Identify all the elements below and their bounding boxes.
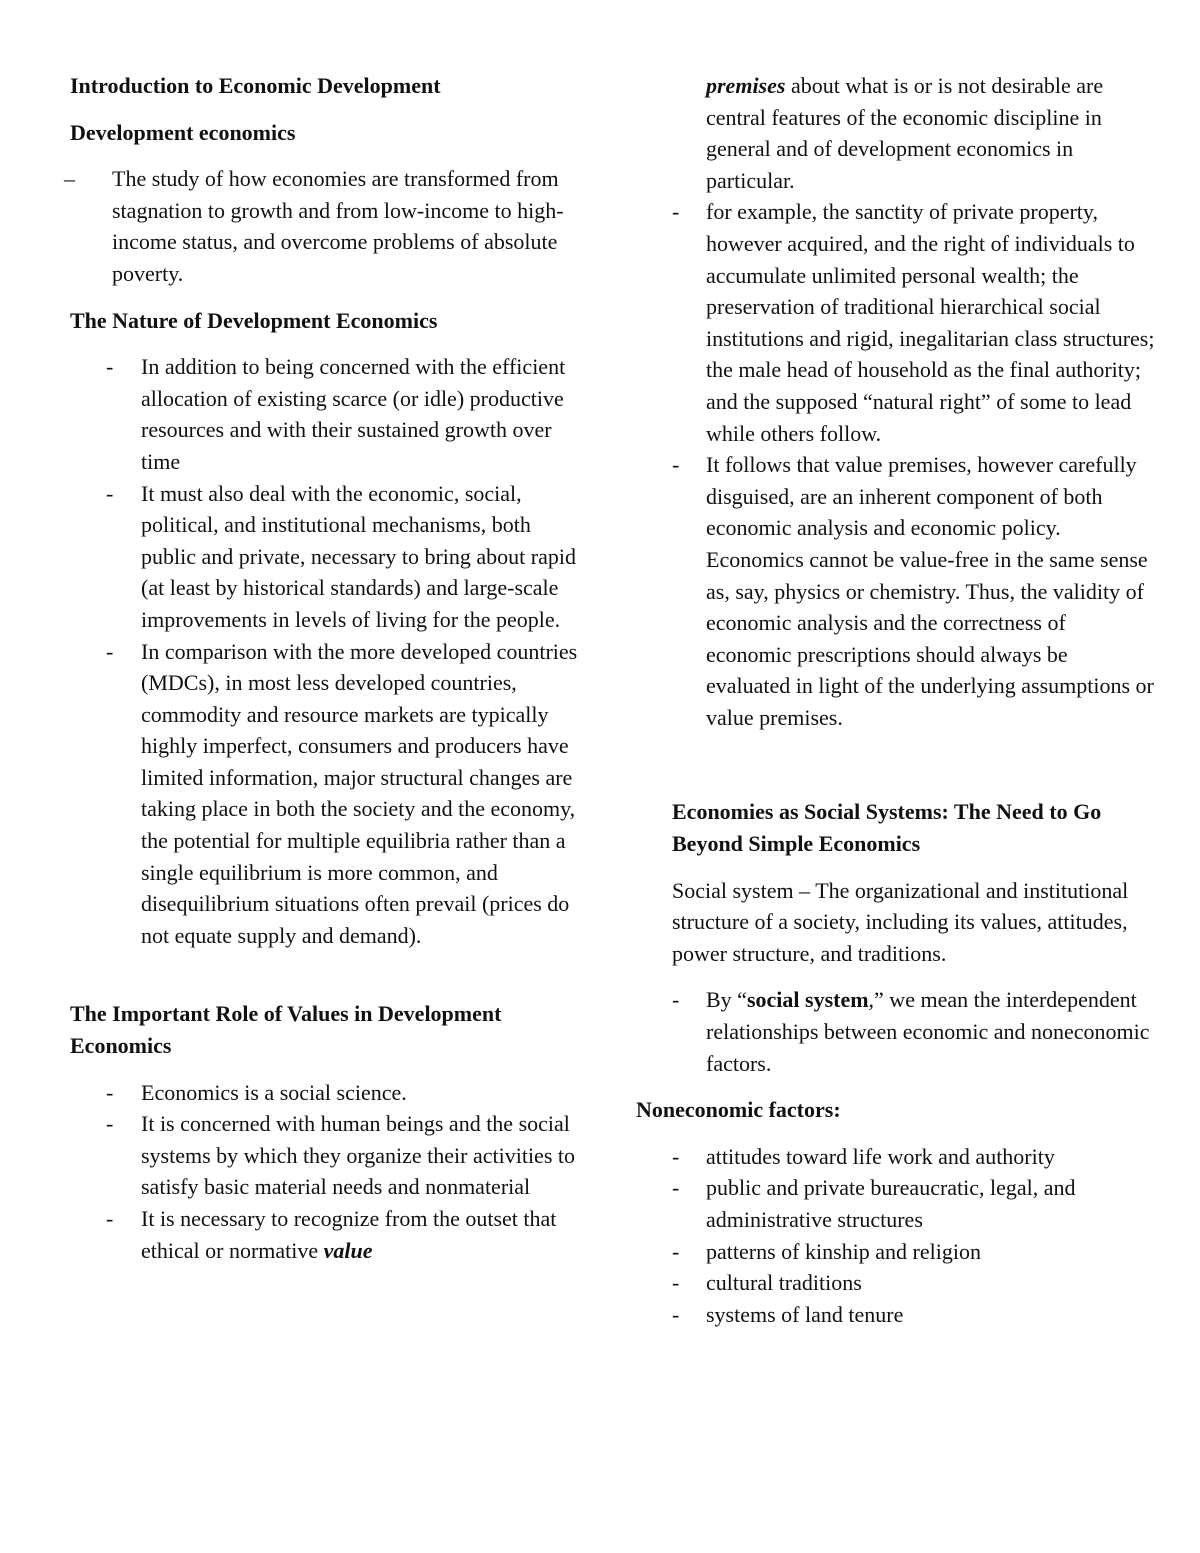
continuation-list bbox=[636, 70, 1156, 733]
list-item-text: It follows that value premises, however carefully disguised, are an inherent component of both economic analysis and economic policy. Economics cannot be value-free in the same sense as, say, physics or chemistry. Thus, the validity of economic analysis and the correctness of economic prescriptions should always be evaluated in light of the underlying assumptions or value premises. bbox=[706, 452, 1154, 730]
social-system-list bbox=[636, 984, 1156, 1079]
bullet-dash: - bbox=[672, 1175, 680, 1201]
list-item bbox=[636, 984, 1156, 1079]
social-systems-heading: Economies as Social Systems: The Need to Go Beyond Simple Economics bbox=[672, 799, 1102, 857]
bullet-dash: - bbox=[106, 1111, 114, 1137]
list-item bbox=[70, 636, 590, 952]
list-item-text: systems of land tenure bbox=[706, 1301, 904, 1327]
social-system-definition: Social system – The organizational and institutional structure of a society, including its values, attitudes, power structure, and traditions. bbox=[672, 877, 1129, 966]
list-item bbox=[636, 70, 1156, 196]
list-item-text: It is necessary to recognize from the outset that ethical or normative bbox=[141, 1206, 557, 1263]
list-item bbox=[636, 449, 1156, 733]
bullet-dash: - bbox=[106, 480, 114, 506]
list-item bbox=[70, 1108, 590, 1203]
bullet-dash: - bbox=[106, 1206, 114, 1231]
list-item bbox=[70, 1077, 590, 1109]
list-item-text: patterns of kinship and religion bbox=[706, 1238, 981, 1264]
list-item bbox=[636, 1299, 1156, 1331]
bullet-dash: – bbox=[64, 166, 75, 192]
nature-heading: The Nature of Development Economics bbox=[70, 307, 438, 333]
bullet-dash: - bbox=[672, 1143, 680, 1169]
list-item-text: for example, the sanctity of private property, however acquired, and the right of individuals to accumulate unlimited personal wealth; the preservation of traditional hierarchical social institutions and rigid, inegalitarian class structures; the male head of household as the final authority; and the supposed “natural right” of some to lead while others follow. bbox=[706, 199, 1155, 446]
list-item bbox=[636, 1141, 1156, 1173]
list-item bbox=[636, 1267, 1156, 1299]
list-item-text-post: ,” we mean the interdependent relationships between economic and noneconomic factors. bbox=[706, 987, 1150, 1076]
values-list bbox=[70, 1077, 590, 1267]
bullet-dash: - bbox=[672, 452, 680, 478]
list-item-text: In comparison with the more developed countries (MDCs), in most less developed countries, commodity and resource markets are typically highly imperfect, consumers and producers have limited information, major structural changes are taking place in both the society and the economy, the potential for multiple equilibria rather than a single equilibrium is more common, and disequilibrium situations often prevail (prices do not equate supply and demand). bbox=[141, 638, 578, 948]
list-item-text: about what is or is not desirable are central features of the economic discipline in general and of development economics in particular. bbox=[706, 73, 1104, 193]
list-item-text: Economics is a social science. bbox=[141, 1079, 407, 1105]
emphasis-value: value bbox=[323, 1237, 373, 1263]
bullet-dash: - bbox=[672, 1270, 680, 1296]
noneconomic-list bbox=[636, 1141, 1156, 1331]
list-item bbox=[70, 351, 590, 477]
list-item bbox=[64, 163, 590, 289]
bullet-dash: - bbox=[106, 354, 114, 380]
values-heading: The Important Role of Values in Development Economics bbox=[70, 1001, 502, 1059]
list-item bbox=[70, 1203, 590, 1266]
list-item-text: public and private bureaucratic, legal, and administrative structures bbox=[706, 1175, 1076, 1232]
bullet-dash: - bbox=[106, 638, 114, 664]
bullet-dash: - bbox=[672, 1301, 680, 1327]
list-item bbox=[70, 478, 590, 636]
document-title: Introduction to Economic Development bbox=[70, 73, 441, 98]
list-item-text: cultural traditions bbox=[706, 1270, 862, 1296]
left-column bbox=[64, 70, 590, 1266]
nature-list bbox=[70, 351, 590, 951]
development-economics-heading: Development economics bbox=[70, 119, 296, 145]
list-item-text: In addition to being concerned with the efficient allocation of existing scarce (or idle) productive resources and with their sustained growth over time bbox=[141, 354, 566, 474]
list-item bbox=[636, 1172, 1156, 1235]
bullet-dash: - bbox=[672, 1238, 680, 1264]
list-item-text: The study of how economies are transformed from stagnation to growth and from low-income to high-income status, and overcome problems of absolute poverty. bbox=[112, 166, 564, 286]
definition-list bbox=[64, 163, 590, 289]
bullet-dash: - bbox=[672, 199, 680, 225]
right-column bbox=[636, 70, 1156, 1330]
list-item-text: attitudes toward life work and authority bbox=[706, 1143, 1055, 1169]
bullet-dash: - bbox=[672, 987, 680, 1013]
emphasis-premises: premises bbox=[706, 73, 786, 98]
list-item bbox=[636, 196, 1156, 449]
list-item-text-pre: By “ bbox=[706, 987, 747, 1013]
social-system-term: social system bbox=[746, 987, 869, 1013]
bullet-dash: - bbox=[106, 1079, 114, 1105]
list-item-text: It must also deal with the economic, social, political, and institutional mechanisms, both public and private, necessary to bring about rapid (at least by historical standards) and large-scale improvements in levels of living for the people. bbox=[141, 480, 576, 632]
list-item bbox=[636, 1236, 1156, 1268]
noneconomic-heading: Noneconomic factors: bbox=[636, 1097, 841, 1123]
list-item-text: It is concerned with human beings and the social systems by which they organize their activities to satisfy basic material needs and nonmaterial bbox=[141, 1111, 575, 1200]
